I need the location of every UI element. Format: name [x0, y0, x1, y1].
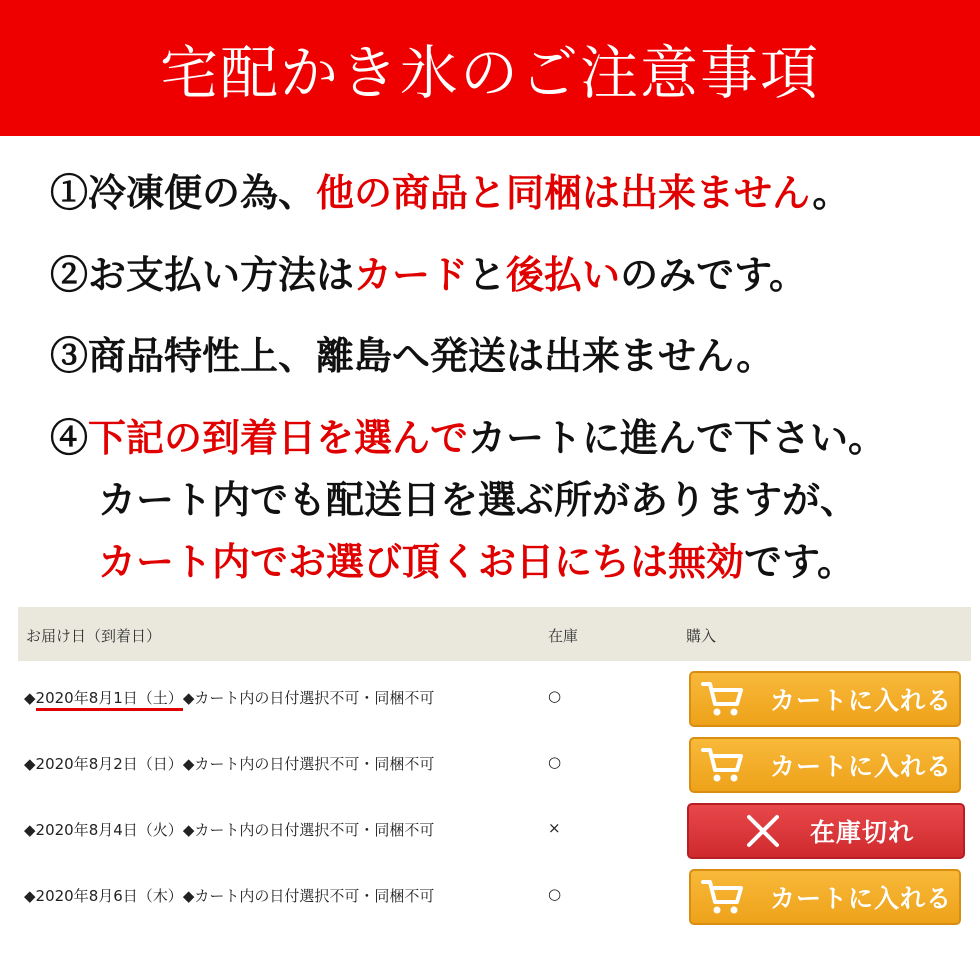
header-banner — [0, 0, 980, 136]
table-row — [18, 803, 971, 869]
row-stock: × — [548, 819, 561, 837]
notice-1-text: ①冷凍便の為、 — [50, 170, 317, 215]
row-note: ◆カート内の日付選択不可・同梱不可 — [182, 887, 435, 905]
cart-icon — [698, 679, 748, 719]
row-date-underlined: 2020年8月1日（土） — [36, 689, 183, 711]
notice-4-text: カートに進んで下さい。 — [468, 415, 887, 460]
notice-2-conj: と — [468, 252, 507, 297]
row-note: ◆カート内の日付選択不可・同梱不可 — [182, 689, 435, 707]
table-row — [18, 737, 971, 803]
row-date-cell — [24, 885, 434, 906]
notice-1-highlight: 他の商品と同梱は出来ません — [316, 170, 813, 215]
notice-4-line3-highlight: カート内でお選び頂くお日にちは無効 — [98, 539, 745, 584]
row-bullet: ◆ — [24, 887, 36, 905]
row-stock: ○ — [548, 687, 562, 705]
table-header — [18, 607, 971, 661]
notice-2-end: のみです。 — [620, 252, 808, 297]
row-note: ◆カート内の日付選択不可・同梱不可 — [182, 755, 435, 773]
notice-2-highlight-card: カード — [354, 252, 469, 297]
notice-1-end: 。 — [812, 170, 851, 215]
row-date-cell — [24, 819, 434, 840]
header-buy: 購入 — [686, 627, 717, 645]
row-date: 2020年8月4日（火） — [35, 821, 183, 839]
row-date: 2020年8月6日（木） — [35, 887, 183, 905]
notice-3-text: ③商品特性上、離島へ発送は出来ません。 — [50, 333, 775, 378]
cart-icon — [698, 877, 748, 917]
header-stock: 在庫 — [548, 627, 579, 645]
button-label: カートに入れる — [769, 752, 952, 781]
sold-out-button[interactable] — [687, 803, 965, 859]
delivery-date-table — [18, 607, 971, 913]
notice-4-line3-end: です。 — [744, 539, 855, 584]
add-to-cart-button[interactable] — [689, 869, 961, 925]
cart-icon — [698, 745, 748, 785]
add-to-cart-button[interactable] — [689, 737, 961, 793]
notice-4-highlight: 下記の到着日を選んで — [88, 415, 469, 460]
notice-2-text: ②お支払い方法は — [50, 252, 355, 297]
row-date-cell — [24, 753, 434, 774]
button-label: カートに入れる — [769, 884, 952, 913]
row-bullet: ◆ — [24, 689, 36, 707]
header-date: お届け日（到着日） — [26, 627, 162, 645]
notice-4-number: ④ — [50, 415, 89, 460]
notice-3 — [50, 331, 970, 381]
notice-4 — [50, 413, 970, 587]
row-date-cell — [24, 687, 434, 708]
row-bullet: ◆ — [24, 821, 36, 839]
row-date: 2020年8月2日（日） — [35, 755, 183, 773]
add-to-cart-button[interactable] — [689, 671, 961, 727]
row-note: ◆カート内の日付選択不可・同梱不可 — [182, 821, 435, 839]
page-title: 宅配かき氷のご注意事項 — [159, 39, 820, 107]
row-stock: ○ — [548, 753, 562, 771]
button-label: カートに入れる — [769, 686, 952, 715]
row-bullet: ◆ — [24, 755, 36, 773]
table-row — [18, 671, 971, 737]
notice-2-highlight-deferred: 後払い — [506, 252, 621, 297]
table-row — [18, 869, 971, 935]
notice-1 — [50, 168, 970, 218]
notice-2 — [50, 250, 970, 300]
button-label: 在庫切れ — [809, 818, 914, 847]
notice-4-line2: カート内でも配送日を選ぶ所がありますが、 — [98, 477, 859, 522]
row-stock: ○ — [548, 885, 562, 903]
x-icon — [738, 811, 788, 851]
